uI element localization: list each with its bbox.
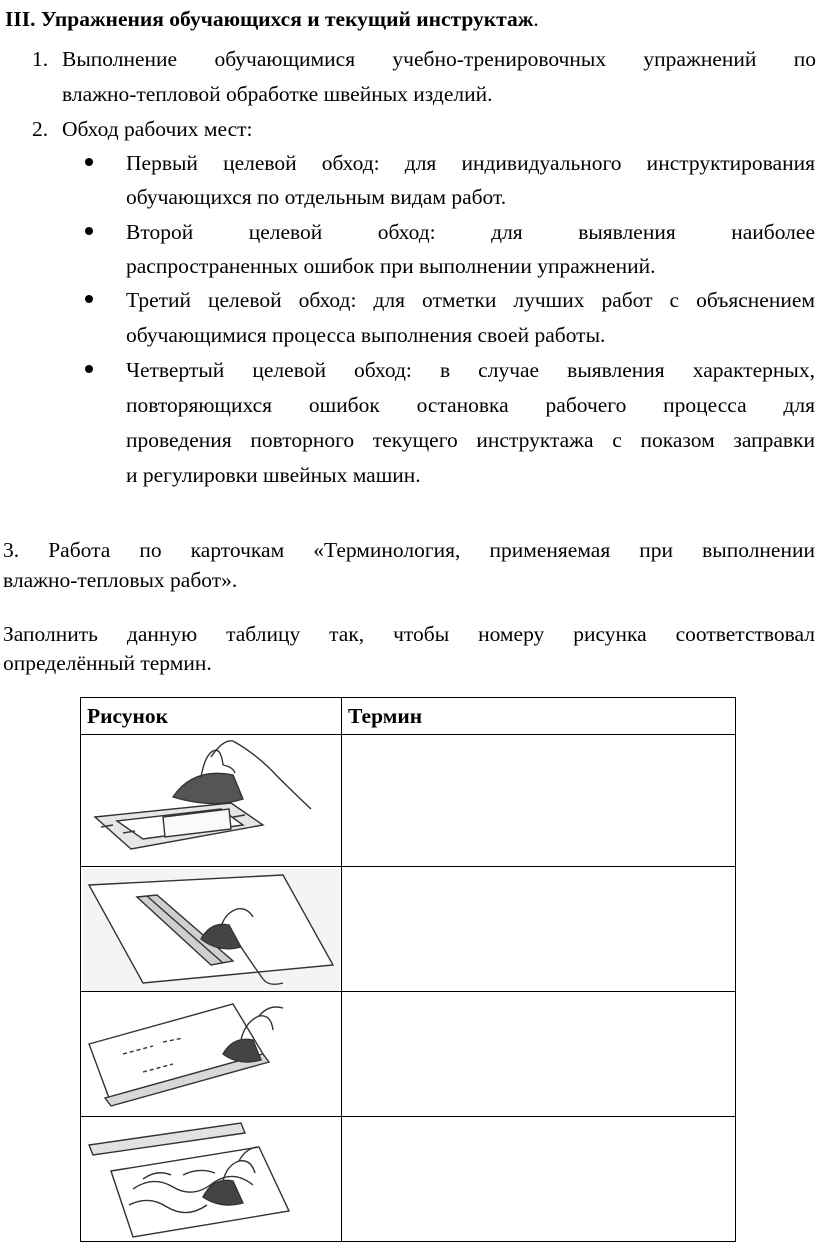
bullet-3-line-2: обучающимися процесса выполнения своей работы. <box>126 323 606 347</box>
bullet-dot-icon <box>82 155 96 169</box>
picture-cell <box>81 735 342 867</box>
item-1-line-1: Выполнение обучающимися учебно-тренировочных упражнений по <box>62 47 816 71</box>
instruction-line-2: определённый термин. <box>3 651 212 675</box>
bullet-4-line-2: повторяющихся ошибок остановка рабочего процесса для <box>126 393 815 417</box>
task-3-line-1: 3. Работа по карточкам «Терминология, применяемая при выполнении <box>3 538 815 562</box>
bullet-dot-icon <box>82 224 96 238</box>
picture-cell <box>81 1117 342 1242</box>
bullet-3-line-1: Третий целевой обход: для отметки лучших работ с объяснением <box>126 288 815 312</box>
column-header-term: Термин <box>342 698 736 735</box>
bullet-dot-icon <box>82 292 96 306</box>
bullet-1-line-1: Первый целевой обход: для индивидуального инструктирования <box>126 151 815 175</box>
table-row <box>81 1117 736 1242</box>
iron-pressing-frame-illustration <box>83 737 339 859</box>
term-cell[interactable] <box>342 735 736 867</box>
bullet-4-line-1: Четвертый целевой обход: в случае выявления характерных, <box>126 358 815 382</box>
bullet-2-line-1: Второй целевой обход: для выявления наиболее <box>126 220 815 244</box>
bullet-4-line-3: проведения повторного текущего инструктажа с показом заправки <box>126 428 815 452</box>
task-3-line-2: влажно-тепловых работ». <box>3 568 238 592</box>
item-1-number: 1. <box>32 47 49 71</box>
item-2-line-1: Обход рабочих мест: <box>62 117 253 141</box>
term-cell[interactable] <box>342 1117 736 1242</box>
table-row <box>81 735 736 867</box>
column-header-picture: Рисунок <box>81 698 342 735</box>
bullet-1-line-2: обучающихся по отдельным видам работ. <box>126 185 507 209</box>
section-heading: III. Упражнения обучающихся и текущий инструктаж. <box>5 7 539 31</box>
iron-pressing-edge-illustration <box>83 994 339 1116</box>
term-cell[interactable] <box>342 992 736 1117</box>
iron-pressing-seam-illustration <box>83 869 339 991</box>
picture-cell <box>81 992 342 1117</box>
picture-cell <box>81 867 342 992</box>
table-header-row <box>81 698 736 735</box>
term-cell[interactable] <box>342 867 736 992</box>
instruction-line-1: Заполнить данную таблицу так, чтобы номеру рисунка соответствовал <box>3 622 815 646</box>
table-row <box>81 867 736 992</box>
item-1-line-2: влажно-тепловой обработке швейных изделий. <box>62 82 493 106</box>
bullet-2-line-2: распространенных ошибок при выполнении упражнений. <box>126 254 656 278</box>
item-2-number: 2. <box>32 117 49 141</box>
bullet-dot-icon <box>82 362 96 376</box>
table-row <box>81 992 736 1117</box>
iron-steaming-fabric-illustration <box>83 1119 339 1241</box>
terms-table <box>80 697 736 1242</box>
bullet-4-line-4: и регулировки швейных машин. <box>126 463 421 487</box>
